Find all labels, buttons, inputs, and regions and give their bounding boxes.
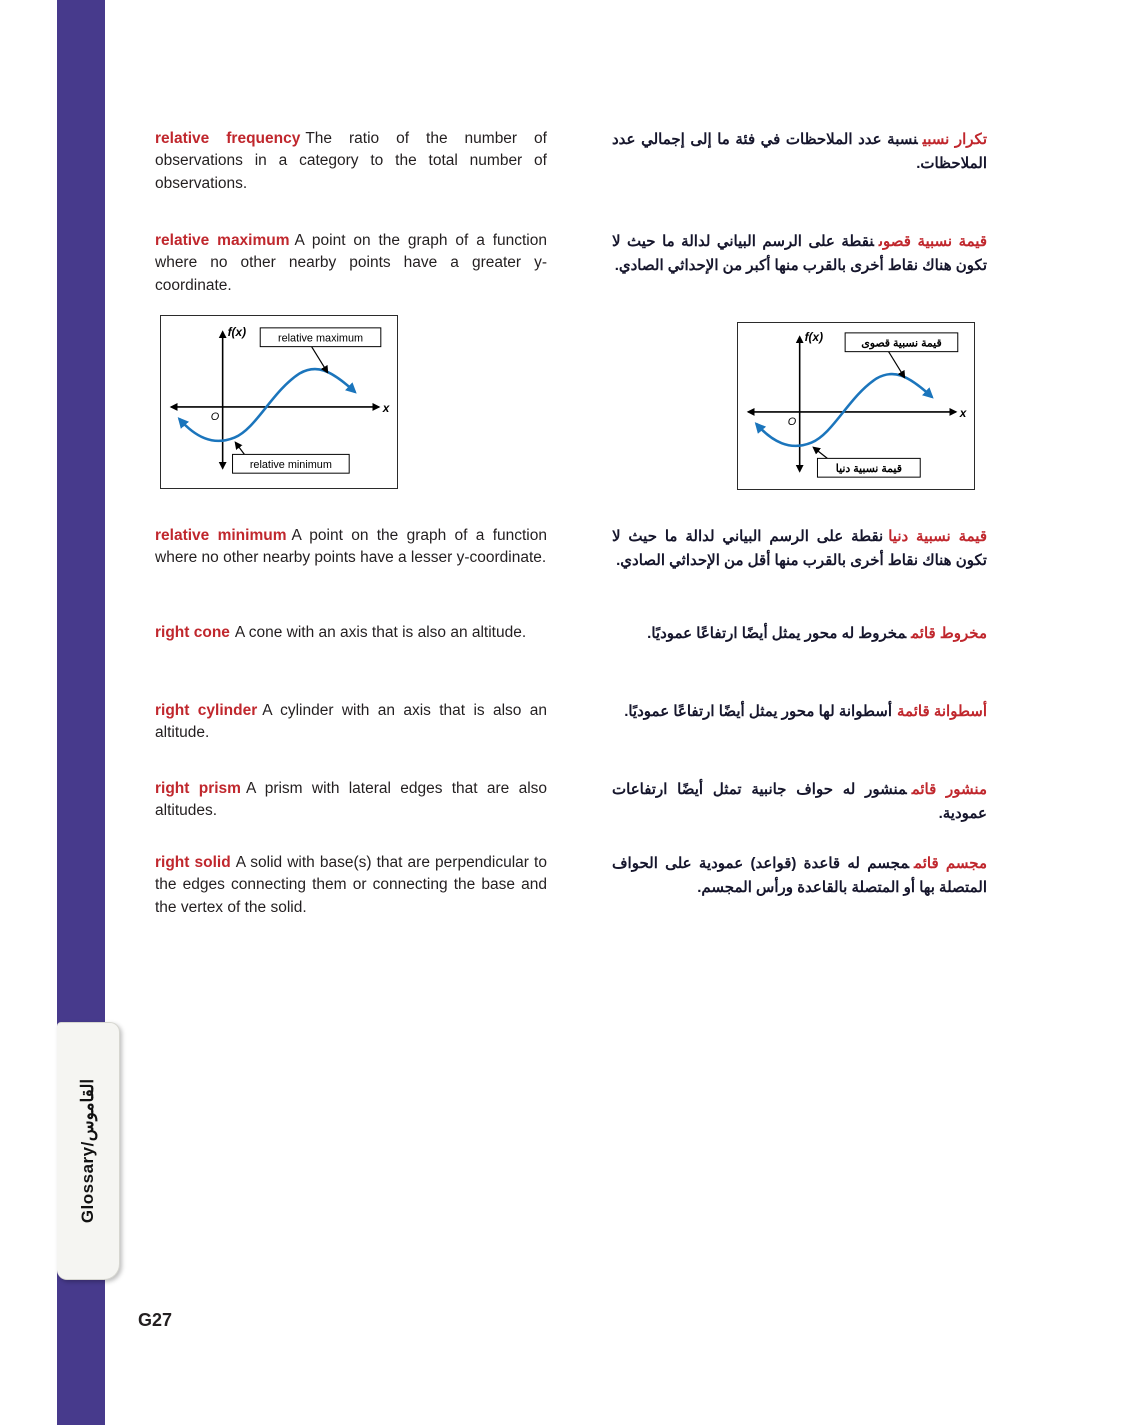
definition-text-en: The ratio of the number of observations in a category to the total number of observations. [155,130,547,192]
definition-text-ar: منشور له حواف جانبية تمثل أيضًا ارتفاعات عمودية. [612,781,987,823]
definition-text-ar: أسطوانة لها محور يمثل أيضًا ارتفاعًا عموديًا. [624,703,893,720]
term-en: right prism [155,780,241,797]
glossary-entry-right-cone [155,622,987,646]
term-ar: منشور قائم [911,781,987,798]
definition-ar [612,525,987,574]
term-en: right cylinder [155,702,258,719]
min-callout-arrow [236,443,245,455]
glossary-entry-relative-maximum [155,230,987,297]
definition-en [155,700,547,745]
definition-ar [612,230,987,297]
fx-axis-label: f(x) [804,329,824,344]
definition-text-en: A cylinder with an axis that is also an altitude. [155,702,548,742]
term-ar: تكرار نسبي [922,131,987,148]
definition-en [155,230,547,297]
glossary-entry-relative-frequency [155,128,987,195]
glossary-side-tab [57,1022,120,1280]
term-en: relative minimum [155,527,287,544]
definition-en [155,622,547,646]
glossary-entry-right-prism [155,778,987,827]
definition-ar [612,700,987,745]
min-callout-label: relative minimum [249,459,332,472]
page-number: G27 [138,1310,173,1330]
definition-en [155,852,547,919]
term-en: relative maximum [155,232,290,249]
relative-extrema-graph-ar [737,322,975,490]
fx-axis-label: f(x) [227,324,247,339]
term-ar: قيمة نسبية دنيا [888,528,987,545]
term-ar: مخروط قائم [911,625,987,642]
min-callout-arrow [814,448,828,459]
function-curve [179,369,355,441]
definition-en [155,525,547,574]
definition-text-en: A prism with lateral edges that are also altitudes. [155,780,548,820]
definition-text-ar: نقطة على الرسم البياني لدالة ما حيث لا تكون هناك نقاط أخرى بالقرب منها أقل من الإحداثي الصادي. [612,528,987,570]
x-axis-label: x [959,405,967,420]
definition-text-ar: نقطة على الرسم البياني لدالة ما حيث لا تكون هناك نقاط أخرى بالقرب منها أكبر من الإحداثي الصادي. [612,233,987,275]
definition-ar [612,852,987,919]
definition-ar [612,128,987,195]
glossary-tab-label: Glossary/القاموس [78,1078,98,1224]
definition-text-en: A point on the graph of a function where no other nearby points have a lesser y-coordinate. [155,527,547,567]
definition-text-en: A point on the graph of a function where no other nearby points have a greater y-coordinate. [155,232,547,294]
relative-extrema-plot-en [161,316,397,488]
term-ar: مجسم قائم [914,855,987,872]
term-ar: قيمة نسبية قصوى [878,233,987,250]
definition-en [155,128,547,195]
min-callout-label: قيمة نسبية دنيا [835,463,902,476]
definition-text-en: A solid with base(s) that are perpendicular to the edges connecting them or connecting the base and the vertex of the solid. [155,854,547,916]
glossary-entry-relative-minimum [155,525,987,574]
definition-ar [612,778,987,827]
definition-text-en: A cone with an axis that is also an altitude. [234,624,527,641]
origin-label: O [210,410,220,423]
definition-en [155,778,547,827]
relative-extrema-graph-en [160,315,398,489]
definition-text-ar: مجسم له قاعدة (قواعد) عمودية على الحواف المتصلة بها أو المتصلة بالقاعدة ورأس المجسم. [612,855,987,897]
term-ar: أسطوانة قائمة [897,703,987,720]
term-en: right solid [155,854,231,871]
glossary-entry-right-cylinder [155,700,987,745]
function-curve [756,374,932,446]
glossary-entry-right-solid [155,852,987,919]
definition-ar [612,622,987,646]
max-callout-label: قيمة نسبية قصوى [861,337,942,350]
max-callout-label: relative maximum [277,332,364,345]
relative-extrema-plot-ar [738,323,974,489]
term-en: relative frequency [155,130,301,147]
term-en: right cone [155,624,230,641]
definition-text-ar: نسبة عدد الملاحظات في فئة ما إلى إجمالي عدد الملاحظات. [612,131,987,173]
definition-text-ar: مخروط له محور يمثل أيضًا ارتفاعًا عموديًا. [647,625,907,642]
x-axis-label: x [382,400,390,415]
origin-label: O [787,415,797,428]
